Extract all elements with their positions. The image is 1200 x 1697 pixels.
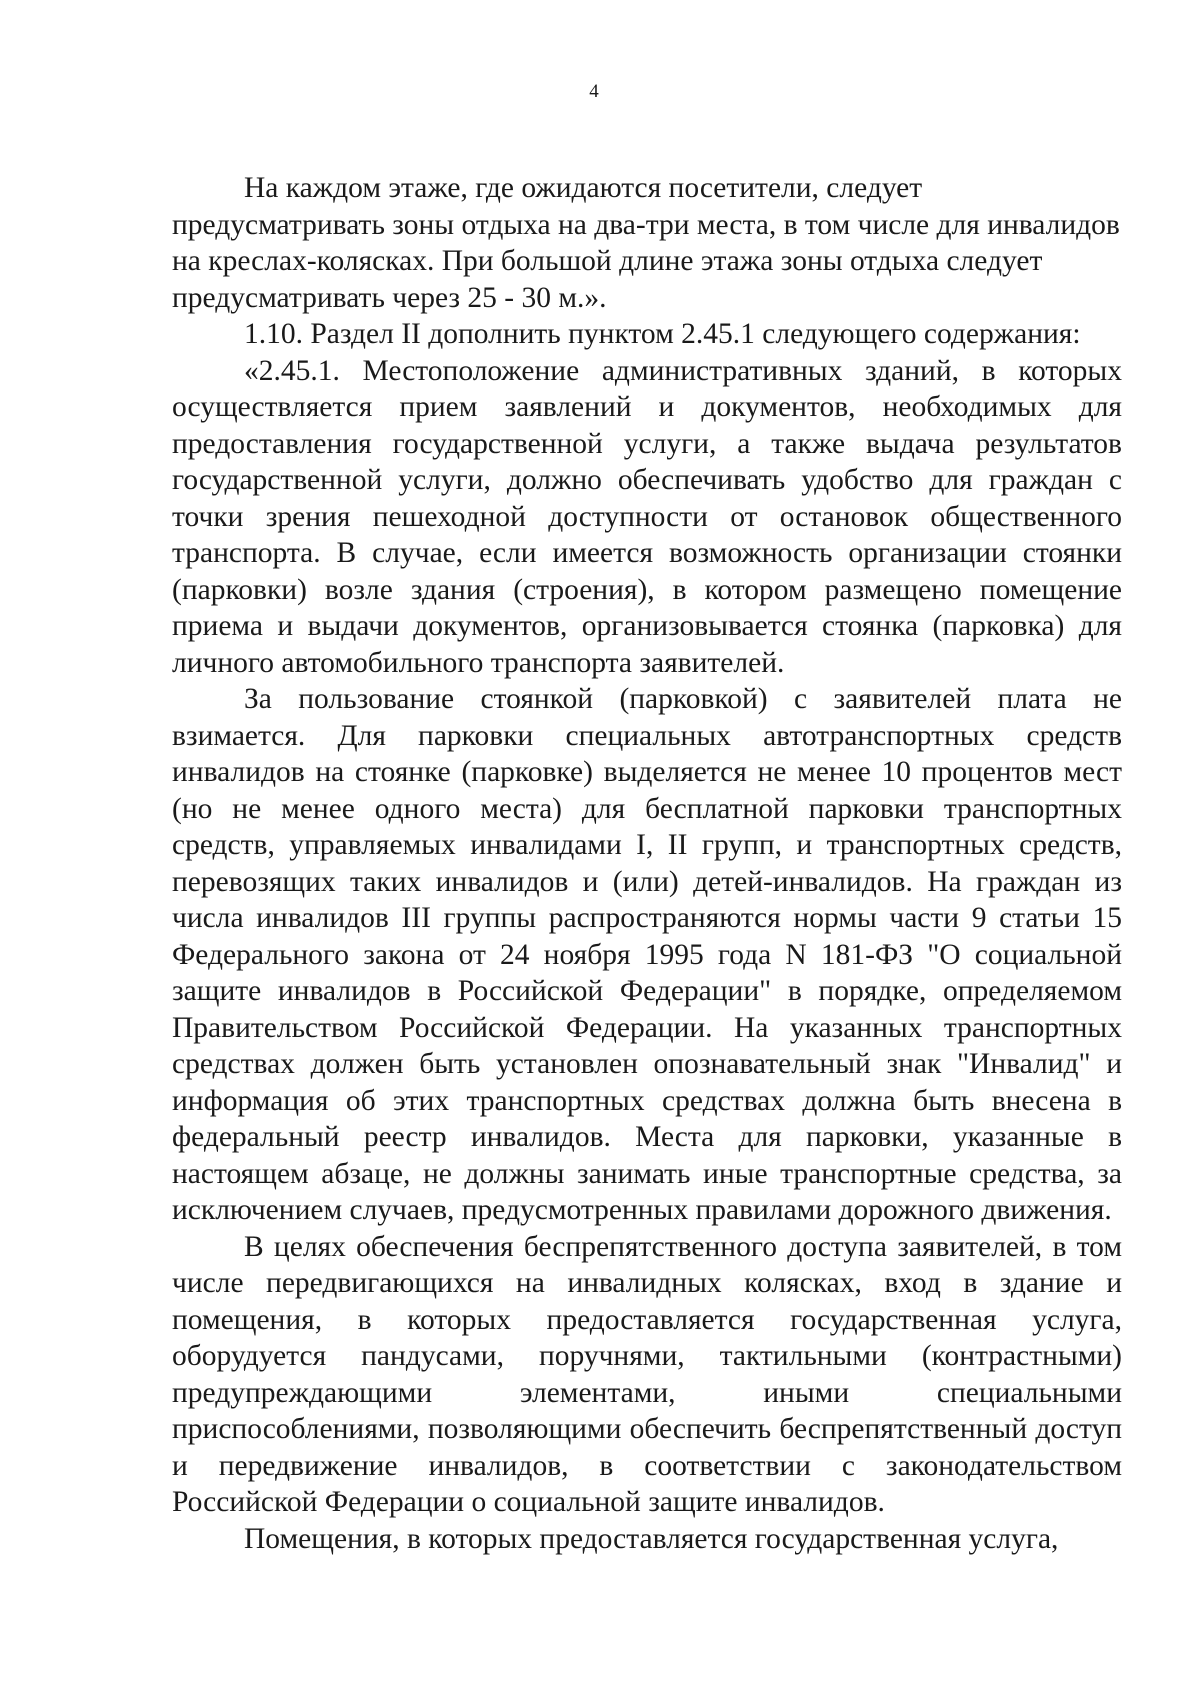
paragraph-item-2-45-1: «2.45.1. Местоположение административных зданий, в которых осуществляется прием заявлений и документов, необходимых для предоставления государственной услуги, а также выдача результатов государственной услуги, должно обеспечивать удобство для граждан с точки зрения пешеходной доступности от остановок общественного транспорта. В случае, если имеется возможность организации стоянки (парковки) возле здания (строения), в котором размещено помещение приема и выдачи документов, организовывается стоянка (парковка) для личного автомобильного транспорта заявителей.: [172, 354, 1122, 679]
paragraph-parking: За пользование стоянкой (парковкой) с заявителей плата не взимается. Для парковки специальных автотранспортных средств инвалидов на стоянке (парковке) выделяется не менее 10 процентов мест (но не менее одного места) для бесплатной парковки транспортных средств, управляемых инвалидами I, II групп, и транспортных средств, перевозящих таких инвалидов и (или) детей-инвалидов. На граждан из числа инвалидов III группы распространяются нормы части 9 статьи 15 Федерального закона от 24 ноября 1995 года N 181-ФЗ "О социальной защите инвалидов в Российской Федерации" в порядке, определяемом Правительством Российской Федерации. На указанных транспортных средствах должен быть установлен опознавательный знак "Инвалид" и информация об этих транспортных средствах должна быть внесена в федеральный реестр инвалидов. Места для парковки, указанные в настоящем абзаце, не должны занимать иные транспортные средства, за исключением случаев, предусмотренных правилами дорожного движения.: [172, 683, 1122, 1226]
paragraph-premises: Помещения, в которых предоставляется государственная услуга,: [244, 1522, 1059, 1555]
paragraph-amendment-1-10: 1.10. Раздел II дополнить пунктом 2.45.1 следующего содержания:: [244, 318, 1081, 350]
paragraph-accessibility: В целях обеспечения беспрепятственного доступа заявителей, в том числе передвигающихся на инвалидных колясках, вход в здание и помещения, в которых предоставляется государственная услуга, оборудуется пандусами, поручнями, тактильными (контрастными) предупреждающими элементами, иными специальными приспособлениями, позволяющими обеспечить беспрепятственный доступ и передвижение инвалидов, в соответствии с законодательством Российской Федерации о социальной защите инвалидов.: [172, 1230, 1122, 1518]
document-body: [172, 170, 1122, 1557]
paragraph-rest-zones: На каждом этаже, где ожидаются посетители, следует предусматривать зоны отдыха на два-три места, в том числе для инвалидов на креслах-колясках. При большой длине этажа зоны отдыха следует предусматривать через 25 - 30 м.».: [172, 172, 1120, 314]
page-number: 4: [589, 81, 599, 102]
